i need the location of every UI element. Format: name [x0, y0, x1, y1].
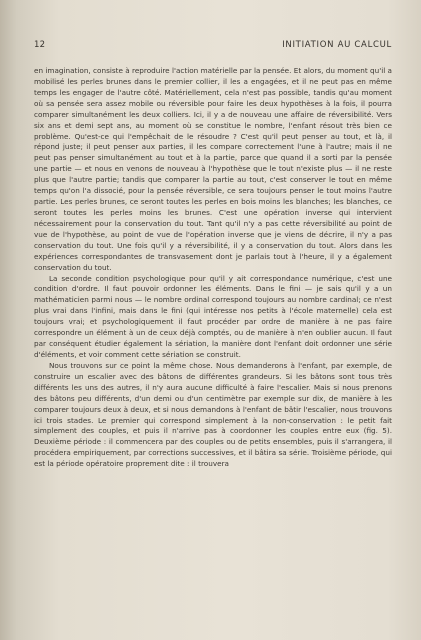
paragraph: en imagination, consiste à reproduire l'action matérielle par la pensée. Et alors, du moment qu'il a mobilisé les perles brunes dans le premier collier, il les a engagées, et il ne peut pas en même temps les engager de l'autre côté. Matériellement, cela n'est pas possible, tandis qu'au moment où sa pensée sera assez mobile ou réversible pour faire les deux hypothèses à la fois, il pourra comparer simultanément les deux colliers. Ici, il y a de nouveau une affaire de réversibilité. Vers six ans et demi sept ans, au moment où se constitue le nombre, l'enfant résout très bien ce problème. Qu'est-ce qui l'empêchait de le résoudre ? C'est qu'il peut penser au tout, et là, il répond juste; il peut penser aux parties, il les compare correctement l'une à l'autre; mais il ne peut pas penser simultanément au tout et à la partie, parce que quand il a sorti par la pensée une partie — et nous en venons de nouveau à l'hypothèse que le tout n'existe plus — il ne reste plus que l'autre partie; tandis que comparer la partie au tout, c'est conserver le tout en même temps qu'on l'a dissocié, pour la pensée réversible, ce sera toujours penser le tout moins l'autre partie. Les perles brunes, ce seront toutes les perles en bois moins les blanches; les blanches, ce seront toutes les perles moins les brunes. C'est une opération inverse qui intervient nécessairement pour la conservation du tout. Tant qu'il n'y a pas cette réversibilité au point de vue de l'hypothèse, au point de vue de l'opération inverse que je viens de décrire, il n'y a pas conservation du tout. Une fois qu'il y a réversibilité, il y a conservation du tout. Alors dans les expériences correspondantes de transvasement dont je parlais tout à l'heure, il y a également conservation du tout. [34, 66, 392, 272]
page-header [34, 40, 392, 53]
running-title: INITIATION AU CALCUL [282, 40, 392, 50]
body-text [34, 66, 392, 470]
paragraph: Nous trouvons sur ce point la même chose. Nous demanderons à l'enfant, par exemple, de construire un escalier avec des bâtons de différentes grandeurs. Si les bâtons sont tous très différents les uns des autres, il n'y aura aucune difficulté à faire l'escalier. Mais si nous prenons des bâtons peu différents, d'un demi ou d'un centimètre par exemple sur dix, de manière à les comparer toujours deux à deux, et si nous demandons à l'enfant de bâtir l'escalier, nous trouvons ici trois stades. Le premier qui correspond simplement à la non-conservation : le petit fait simplement des couples, et puis il n'arrive pas à coordonner les couples entre eux (fig. 5). Deuxième période : il commencera par des couples ou de petits ensembles, puis il s'arrangera, il procédera empiriquement, par corrections successives, et il bâtira sa série. Troisième période, qui est la période opératoire proprement dite : il trouvera [34, 360, 392, 469]
page-number: 12 [34, 40, 46, 50]
paragraph: La seconde condition psychologique pour qu'il y ait correspondance numérique, c'est une condition d'ordre. Il faut pouvoir ordonner les éléments. Dans le fini — je sais qu'il y a un mathématicien parmi nous — le nombre ordinal correspond toujours au nombre cardinal; ce n'est plus vrai dans l'infini, mais dans le fini (qui intéresse nos petits à l'école maternelle) cela est toujours vrai; et psychologiquement il faut procéder par ordre de manière à ne pas faire correspondre un élément à un de ceux déjà comptés, ou de manière à n'en oublier aucun. Il faut par conséquent étudier également la sériation, la manière dont l'enfant doit ordonner une série d'éléments, et voir comment cette sériation se construit. [34, 273, 392, 359]
